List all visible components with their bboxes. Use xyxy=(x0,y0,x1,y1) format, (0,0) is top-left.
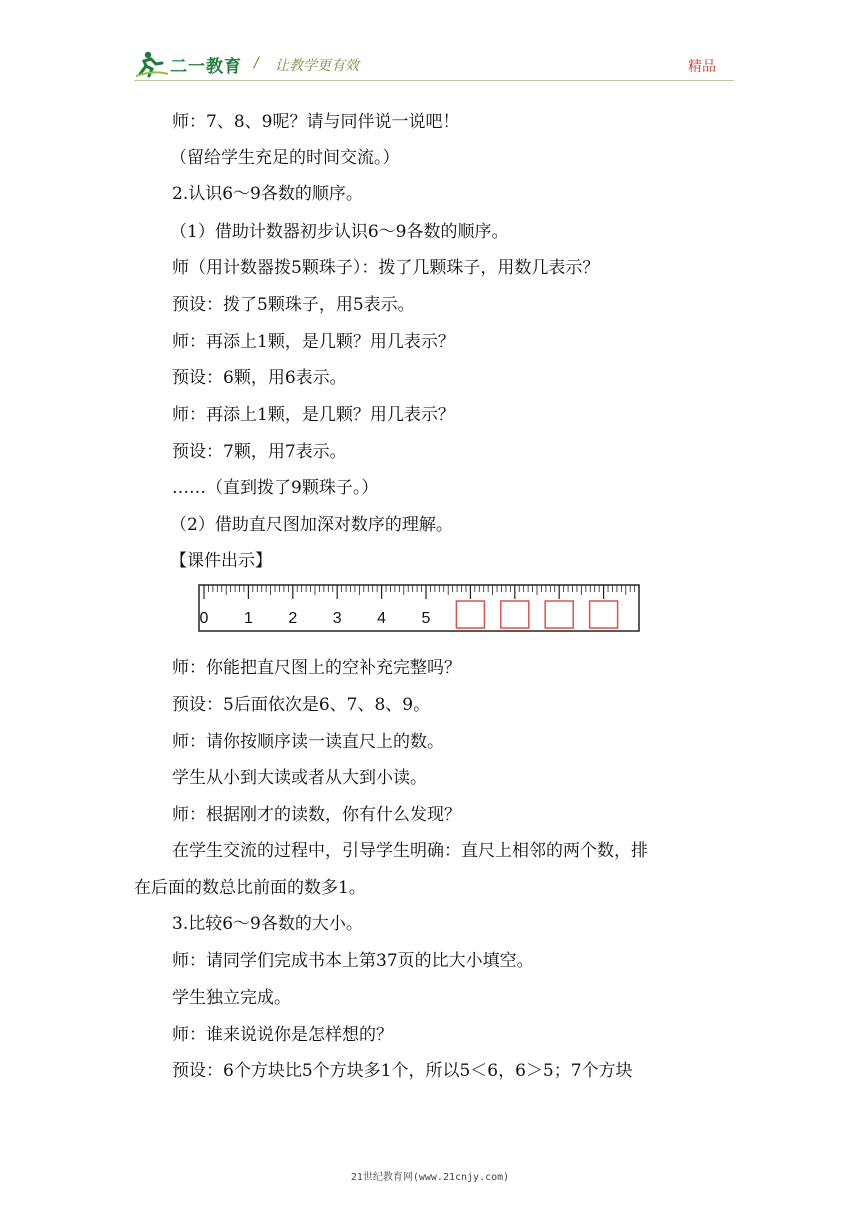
text-line: ……（直到拨了9颗珠子。） xyxy=(172,478,379,498)
header-divider xyxy=(134,80,734,81)
text-line: （留给学生充足的时间交流。） xyxy=(170,148,400,168)
page-footer: 21世纪教育网(www.21cnjy.com) xyxy=(350,1172,510,1183)
section-heading: 2.认识6～9各数的顺序。 xyxy=(172,184,363,204)
quality-badge: 精品 xyxy=(688,59,716,75)
logo-text: 二一教育 xyxy=(170,57,242,77)
text-line: 预设：6颗，用6表示。 xyxy=(172,368,347,388)
text-line: 学生独立完成。 xyxy=(172,988,291,1008)
section-heading: 3.比较6～9各数的大小。 xyxy=(172,914,363,934)
text-line: 学生从小到大读或者从大到小读。 xyxy=(172,768,427,788)
text-line: 在后面的数总比前面的数多1。 xyxy=(134,878,366,898)
slogan-separator: / xyxy=(254,55,259,71)
subsection-heading: （2）借助直尺图加深对数序的理解。 xyxy=(170,515,453,535)
text-line: 师（用计数器拨5颗珠子）：拨了几颗珠子，用数几表示？ xyxy=(172,258,600,278)
ruler-label: 0 xyxy=(199,610,209,627)
text-line: 师：再添上1颗，是几颗？用几表示？ xyxy=(172,332,455,352)
text-line: 师：再添上1颗，是几颗？用几表示？ xyxy=(172,405,455,425)
text-line: 预设：拨了5颗珠子，用5表示。 xyxy=(172,295,415,315)
text-line: 预设：5后面依次是6、7、8、9。 xyxy=(172,695,431,715)
ruler-label: 2 xyxy=(288,610,298,627)
ruler-label: 4 xyxy=(377,610,387,627)
text-line: 师：请同学们完成书本上第37页的比大小填空。 xyxy=(172,951,534,971)
text-line: 师：7、8、9呢？请与同伴说一说吧！ xyxy=(172,112,460,132)
text-line: 预设：6个方块比5个方块多1个，所以5＜6，6＞5；7个方块 xyxy=(172,1061,633,1081)
text-line: 在学生交流的过程中，引导学生明确：直尺上相邻的两个数，排 xyxy=(172,841,648,861)
text-line: 师：请你按顺序读一读直尺上的数。 xyxy=(172,732,444,752)
ruler-label: 5 xyxy=(421,610,431,627)
ruler-label: 3 xyxy=(332,610,342,627)
text-line: 预设：7颗，用7表示。 xyxy=(172,442,347,462)
page-header xyxy=(134,48,734,80)
subsection-heading: （1）借助计数器初步认识6～9各数的顺序。 xyxy=(170,222,509,242)
slogan: 让教学更有效 xyxy=(275,58,359,74)
text-line: 师：谁来说说你是怎样想的？ xyxy=(172,1025,393,1045)
ruler-label: 1 xyxy=(243,610,253,627)
ruler-diagram xyxy=(198,584,640,632)
text-line: 师：根据刚才的读数，你有什么发现？ xyxy=(172,805,461,825)
text-line: 【课件出示】 xyxy=(170,551,272,571)
text-line: 师：你能把直尺图上的空补充完整吗？ xyxy=(172,658,461,678)
